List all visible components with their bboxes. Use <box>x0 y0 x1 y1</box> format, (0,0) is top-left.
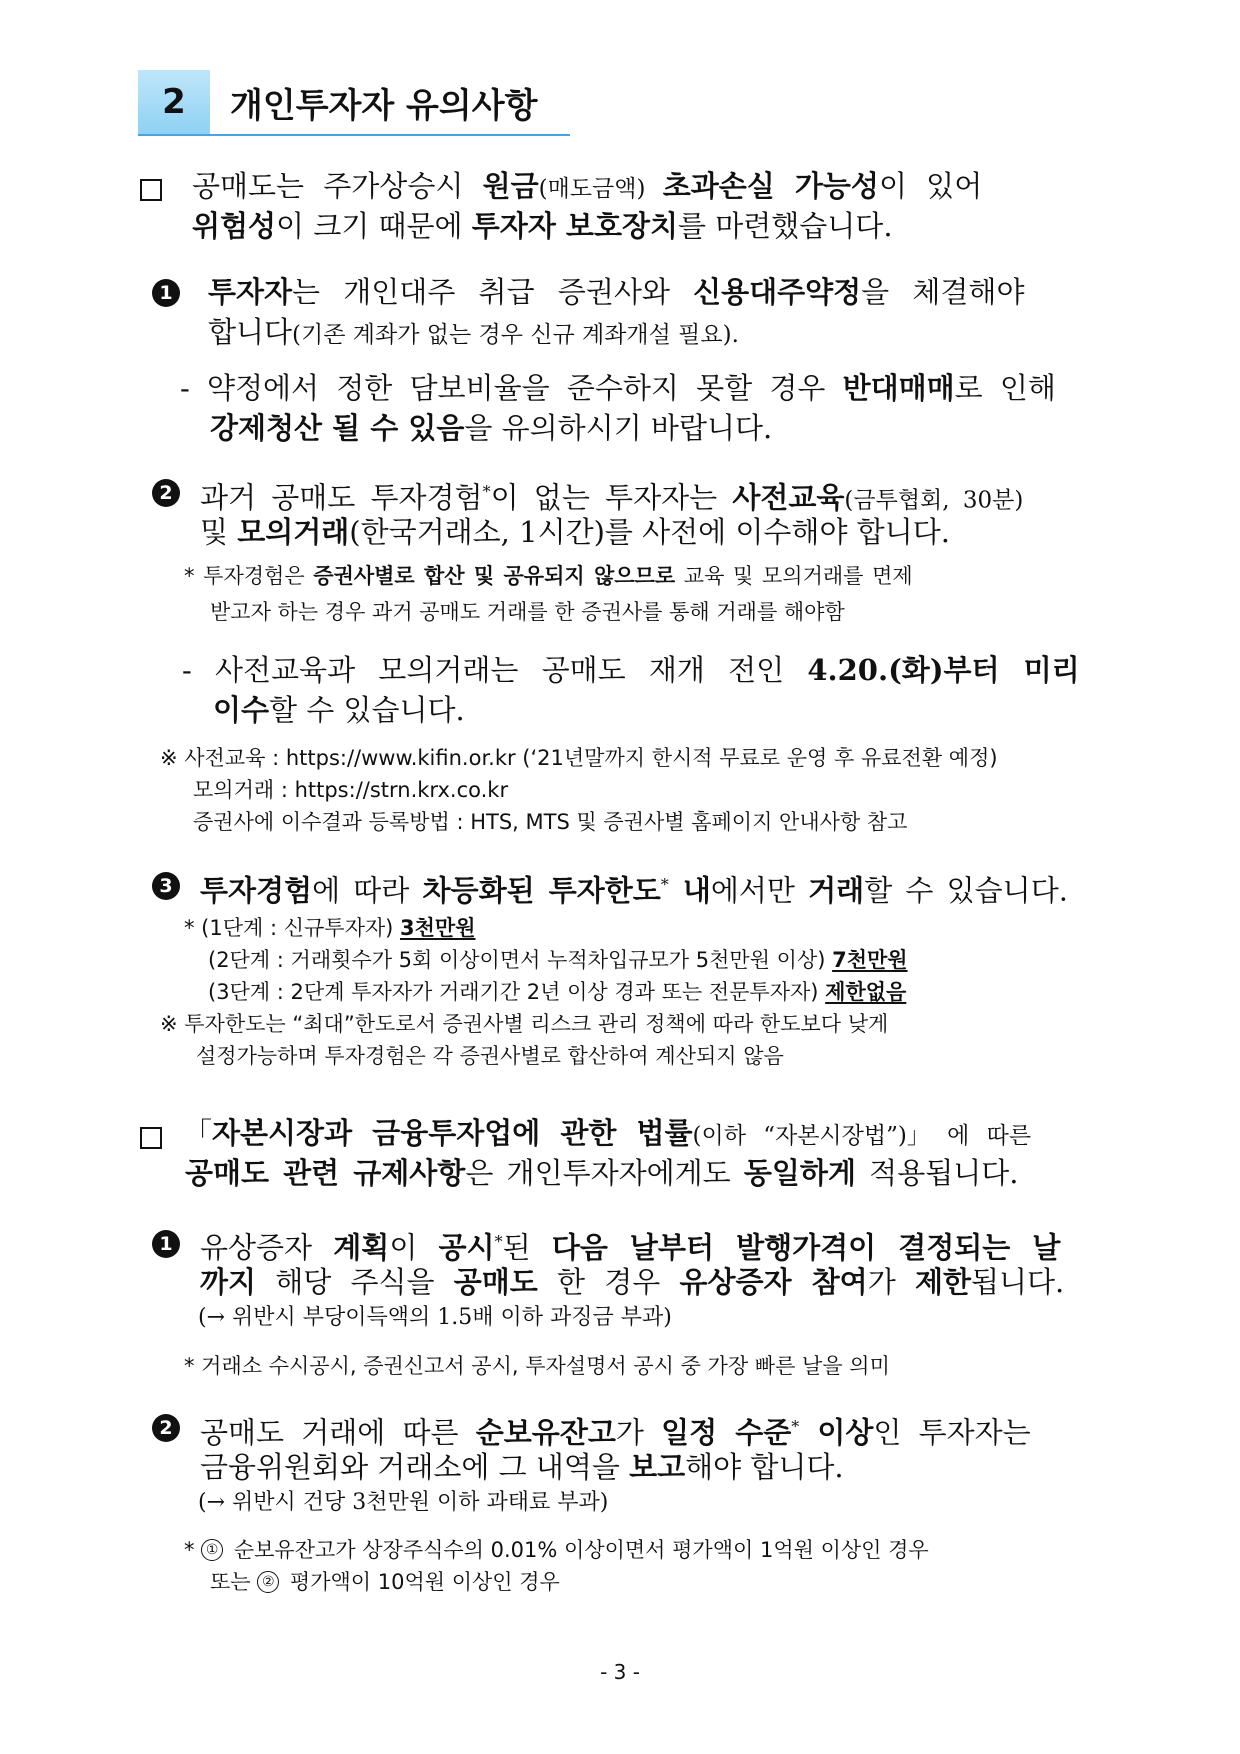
item1-line1: 투자자는 개인대주 취급 증권사와 신용대주약정을 체결해야 <box>208 275 1025 309</box>
number-1-icon: 1 <box>152 1230 180 1258</box>
item3-line1: 투자경험에 따라 차등화된 투자한도* 내에서만 거래할 수 있습니다. <box>200 873 1068 908</box>
item2-ref-line2: 모의거래 : https://strn.krx.co.kr <box>193 778 509 802</box>
section-heading <box>138 70 570 136</box>
item3-note-line2: 설정가능하며 투자경험은 각 증권사별로 합산하여 계산되지 않음 <box>196 1044 784 1068</box>
block2-line1: 「자본시장과 금융투자업에 관한 법률(이하 “자본시장법”)」 에 따른 <box>183 1116 1032 1150</box>
block1-line1: 공매도는 주가상승시 원금(매도금액) 초과손실 가능성이 있어 <box>192 169 983 203</box>
tier1: * (1단계 : 신규투자자) 3천만원 <box>184 916 476 940</box>
b2-item2-penalty: (→ 위반시 건당 3천만원 이하 과태료 부과) <box>198 1490 609 1515</box>
b2-item1-penalty: (→ 위반시 부당이득액의 1.5배 이하 과징금 부과) <box>198 1305 672 1330</box>
block2-line2: 공매도 관련 규제사항은 개인투자자에게도 동일하게 적용됩니다. <box>185 1156 1019 1190</box>
b2-item1-note: * 거래소 수시공시, 증권신고서 공시, 투자설명서 공시 중 가장 빠른 날을 의미 <box>184 1354 890 1378</box>
circled-1-icon: ① <box>201 1539 223 1561</box>
number-3-icon: 3 <box>152 872 180 900</box>
page-number: - 3 - <box>600 1660 640 1684</box>
section-title: 개인투자자 유의사항 <box>230 86 538 126</box>
tier3: (3단계 : 2단계 투자자가 거래기간 2년 이상 경과 또는 전문투자자) 제한없음 <box>208 980 907 1004</box>
circled-2-icon: ② <box>257 1571 279 1593</box>
block1-line2: 위험성이 크기 때문에 투자자 보호장치를 마련했습니다. <box>192 209 893 243</box>
checkbox-square-icon <box>140 179 162 201</box>
item2-line2: 및 모의거래(한국거래소, 1시간)를 사전에 이수해야 합니다. <box>200 515 950 549</box>
tier2: (2단계 : 거래횟수가 5회 이상이면서 누적차입규모가 5천만원 이상) 7천만원 <box>208 948 908 972</box>
item2-note-line2: 받고자 하는 경우 과거 공매도 거래를 한 증권사를 통해 거래를 해야함 <box>210 600 845 624</box>
item1-sub-line2: 강제청산 될 수 있음을 유의하시기 바랍니다. <box>210 411 773 445</box>
b2-item1-line1: 유상증자 계획이 공시*된 다음 날부터 발행가격이 결정되는 날 <box>200 1230 1061 1265</box>
item1-sub-line1: - 약정에서 정한 담보비율을 준수하지 못할 경우 반대매매로 인해 <box>180 371 1056 405</box>
item2-sub-line1: - 사전교육과 모의거래는 공매도 재개 전인 4.20.(화)부터 미리 <box>182 653 1080 687</box>
number-1-icon: 1 <box>152 279 180 307</box>
b2-item2-note-line1: * ① 순보유잔고가 상장주식수의 0.01% 이상이면서 평가액이 1억원 이상인 경우 <box>184 1538 929 1562</box>
b2-item2-line2: 금융위원회와 거래소에 그 내역을 보고해야 합니다. <box>200 1450 844 1484</box>
b2-item1-line2: 까지 해당 주식을 공매도 한 경우 유상증자 참여가 제한됩니다. <box>200 1265 1065 1299</box>
section-number: 2 <box>138 70 210 134</box>
number-2-icon: 2 <box>152 479 180 507</box>
item2-sub-line2: 이수할 수 있습니다. <box>213 693 465 727</box>
item2-line1: 과거 공매도 투자경험*이 없는 투자자는 사전교육(금투협회, 30분) <box>200 480 1024 515</box>
item2-ref-line1: ※ 사전교육 : https://www.kifin.or.kr (‘21년말까지 한시적 무료로 운영 후 유료전환 예정) <box>160 746 998 770</box>
item2-note-line1: * 투자경험은 증권사별로 합산 및 공유되지 않으므로 교육 및 모의거래를 면제 <box>184 564 913 588</box>
b2-item2-note-line2: 또는 ② 평가액이 10억원 이상인 경우 <box>210 1570 560 1594</box>
number-2-icon: 2 <box>152 1414 180 1442</box>
item1-line2: 합니다(기존 계좌가 없는 경우 신규 계좌개설 필요). <box>208 315 739 349</box>
b2-item2-line1: 공매도 거래에 따른 순보유잔고가 일정 수준* 이상인 투자자는 <box>200 1415 1031 1450</box>
checkbox-square-icon <box>140 1127 162 1149</box>
item2-ref-line3: 증권사에 이수결과 등록방법 : HTS, MTS 및 증권사별 홈페이지 안내사항 참고 <box>193 810 908 834</box>
item3-note-line1: ※ 투자한도는 “최대”한도로서 증권사별 리스크 관리 정책에 따라 한도보다 낮게 <box>160 1012 889 1036</box>
